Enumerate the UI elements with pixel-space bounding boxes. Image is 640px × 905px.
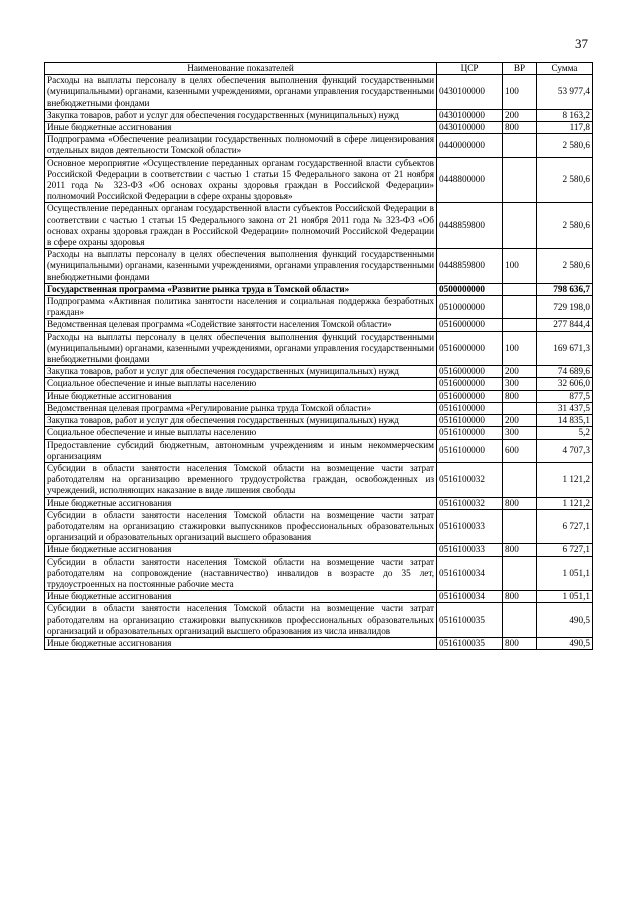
row-csr-cell: 0516000000 (437, 319, 503, 331)
row-csr-cell: 0440000000 (437, 134, 503, 157)
row-vr-cell: 800 (503, 390, 537, 402)
row-name-cell: Иные бюджетные ассигнования (45, 591, 437, 603)
row-csr-cell: 0516100032 (437, 462, 503, 497)
row-sum-cell: 2 580,6 (537, 203, 593, 249)
row-name-cell: Социальное обеспечение и иные выплаты населению (45, 378, 437, 390)
row-name-cell: Социальное обеспечение и иные выплаты населению (45, 427, 437, 439)
row-sum-cell: 490,5 (537, 603, 593, 638)
row-name-cell: Предоставление субсидий бюджетным, автономным учреждениям и иным некоммерческим организациям (45, 439, 437, 462)
row-sum-cell: 6 727,1 (537, 544, 593, 556)
row-vr-cell (503, 134, 537, 157)
row-name-cell: Иные бюджетные ассигнования (45, 390, 437, 402)
row-sum-cell: 1 051,1 (537, 556, 593, 591)
row-name-cell: Расходы на выплаты персоналу в целях обеспечения выполнения функций государственными (муниципальными) органами, казенными учреждениями, органами управления государственными внебюджетными фондами (45, 75, 437, 110)
row-name-cell: Закупка товаров, работ и услуг для обеспечения государственных (муниципальных) нужд (45, 366, 437, 378)
row-name-cell: Государственная программа «Развитие рынка труда в Томской области» (45, 283, 437, 295)
row-vr-cell (503, 283, 537, 295)
row-name-cell: Ведомственная целевая программа «Содействие занятости населения Томской области» (45, 319, 437, 331)
row-vr-cell (503, 509, 537, 544)
row-vr-cell: 100 (503, 331, 537, 366)
table-row (45, 462, 593, 497)
table-row (45, 157, 593, 203)
header-name: Наименование показателей (45, 63, 437, 75)
table-row (45, 637, 593, 649)
row-vr-cell: 200 (503, 109, 537, 121)
row-sum-cell: 117,8 (537, 122, 593, 134)
table-row (45, 390, 593, 402)
header-sum: Сумма (537, 63, 593, 75)
row-vr-cell: 800 (503, 122, 537, 134)
table-row (45, 509, 593, 544)
row-sum-cell: 53 977,4 (537, 75, 593, 110)
header-csr: ЦСР (437, 63, 503, 75)
table-row (45, 283, 593, 295)
table-row (45, 319, 593, 331)
row-vr-cell (503, 203, 537, 249)
row-csr-cell: 0516000000 (437, 331, 503, 366)
row-name-cell: Расходы на выплаты персоналу в целях обеспечения выполнения функций государственными (муниципальными) органами, казенными учреждениями, органами управления государственными внебюджетными фондами (45, 249, 437, 284)
row-name-cell: Иные бюджетные ассигнования (45, 497, 437, 509)
row-sum-cell: 4 707,3 (537, 439, 593, 462)
table-row (45, 427, 593, 439)
row-vr-cell (503, 603, 537, 638)
row-sum-cell: 490,5 (537, 637, 593, 649)
row-sum-cell: 32 606,0 (537, 378, 593, 390)
table-row (45, 415, 593, 427)
row-csr-cell: 0516100035 (437, 637, 503, 649)
row-csr-cell: 0516100033 (437, 544, 503, 556)
row-csr-cell: 0448859800 (437, 249, 503, 284)
table-row (45, 544, 593, 556)
table-row (45, 203, 593, 249)
row-csr-cell: 0516100034 (437, 591, 503, 603)
table-row (45, 249, 593, 284)
table-row (45, 439, 593, 462)
row-name-cell: Иные бюджетные ассигнования (45, 122, 437, 134)
row-name-cell: Субсидии в области занятости населения Томской области на возмещение части затрат работодателям на организацию стажировки выпускников профессиональных образовательных организаций и образовательных организаций высшего образования (45, 509, 437, 544)
row-name-cell: Субсидии в области занятости населения Томской области на возмещение части затрат работодателям на сопровождение (наставничество) инвалидов в возрасте до 35 лет, трудоустроенных на постоянные рабочие места (45, 556, 437, 591)
table-row (45, 378, 593, 390)
row-sum-cell: 1 051,1 (537, 591, 593, 603)
row-sum-cell: 5,2 (537, 427, 593, 439)
budget-table (44, 62, 593, 650)
row-csr-cell: 0430100000 (437, 75, 503, 110)
row-csr-cell: 0448800000 (437, 157, 503, 203)
row-name-cell: Ведомственная целевая программа «Регулирование рынка труда Томской области» (45, 402, 437, 414)
row-vr-cell: 300 (503, 378, 537, 390)
header-vr: ВР (503, 63, 537, 75)
table-row (45, 402, 593, 414)
table-row (45, 75, 593, 110)
row-vr-cell (503, 319, 537, 331)
row-vr-cell: 200 (503, 366, 537, 378)
row-name-cell: Подпрограмма «Обеспечение реализации государственных полномочий в сфере лицензирования отдельных видов деятельности Томской области» (45, 134, 437, 157)
row-vr-cell (503, 157, 537, 203)
row-sum-cell: 729 198,0 (537, 296, 593, 319)
table-row (45, 134, 593, 157)
row-sum-cell: 277 844,4 (537, 319, 593, 331)
table-row (45, 603, 593, 638)
row-sum-cell: 877,5 (537, 390, 593, 402)
table-row (45, 109, 593, 121)
table-row (45, 122, 593, 134)
row-sum-cell: 31 437,5 (537, 402, 593, 414)
table-row (45, 296, 593, 319)
table-row (45, 556, 593, 591)
row-sum-cell: 8 163,2 (537, 109, 593, 121)
row-name-cell: Расходы на выплаты персоналу в целях обеспечения выполнения функций государственными (муниципальными) органами, казенными учреждениями, органами управления государственными внебюджетными фондами (45, 331, 437, 366)
row-name-cell: Осуществление переданных органам государственной власти субъектов Российской Федерации в соответствии с частью 1 статьи 15 Федерального закона от 21 ноября 2011 года № 323-ФЗ «Об основах охраны здоровья граждан в Российской Федерации» полномочий Российской Федерации в сфере охраны здоровья (45, 203, 437, 249)
table-header-row (45, 63, 593, 75)
row-sum-cell: 2 580,6 (537, 157, 593, 203)
row-csr-cell: 0430100000 (437, 109, 503, 121)
row-vr-cell (503, 402, 537, 414)
row-vr-cell: 100 (503, 75, 537, 110)
row-sum-cell: 6 727,1 (537, 509, 593, 544)
row-vr-cell: 200 (503, 415, 537, 427)
row-sum-cell: 1 121,2 (537, 462, 593, 497)
row-name-cell: Иные бюджетные ассигнования (45, 637, 437, 649)
row-vr-cell: 100 (503, 249, 537, 284)
row-csr-cell: 0516100034 (437, 556, 503, 591)
row-csr-cell: 0516100000 (437, 402, 503, 414)
row-name-cell: Субсидии в области занятости населения Томской области на возмещение части затрат работодателям на организацию временного трудоустройства граждан, освобожденных из учреждений, исполняющих наказание в виде лишения свободы (45, 462, 437, 497)
row-csr-cell: 0516100000 (437, 415, 503, 427)
row-csr-cell: 0510000000 (437, 296, 503, 319)
row-csr-cell: 0516100000 (437, 439, 503, 462)
page-number: 37 (575, 36, 588, 51)
row-name-cell: Основное мероприятие «Осуществление переданных органам государственной власти субъектов Российской Федерации в соответствии с частью 1 статьи 15 Федерального закона от 21 ноября 2011 года № 323-ФЗ «Об основах охраны здоровья граждан в Российской Федерации» полномочий Российской Федерации в сфере охраны здоровья» (45, 157, 437, 203)
row-sum-cell: 74 689,6 (537, 366, 593, 378)
row-csr-cell: 0516000000 (437, 366, 503, 378)
table-row (45, 591, 593, 603)
row-csr-cell: 0516100000 (437, 427, 503, 439)
row-vr-cell: 600 (503, 439, 537, 462)
table-row (45, 497, 593, 509)
row-vr-cell (503, 556, 537, 591)
row-vr-cell: 800 (503, 591, 537, 603)
row-sum-cell: 1 121,2 (537, 497, 593, 509)
table-row (45, 331, 593, 366)
row-sum-cell: 798 636,7 (537, 283, 593, 295)
row-csr-cell: 0516100032 (437, 497, 503, 509)
row-vr-cell: 800 (503, 497, 537, 509)
row-vr-cell: 800 (503, 544, 537, 556)
row-name-cell: Субсидии в области занятости населения Томской области на возмещение части затрат работодателям на организацию стажировки выпускников профессиональных образовательных организаций и образовательных организаций высшего образования из числа инвалидов (45, 603, 437, 638)
row-csr-cell: 0500000000 (437, 283, 503, 295)
row-csr-cell: 0516000000 (437, 390, 503, 402)
row-csr-cell: 0516100033 (437, 509, 503, 544)
row-sum-cell: 14 835,1 (537, 415, 593, 427)
row-vr-cell: 800 (503, 637, 537, 649)
row-sum-cell: 169 671,3 (537, 331, 593, 366)
row-name-cell: Закупка товаров, работ и услуг для обеспечения государственных (муниципальных) нужд (45, 109, 437, 121)
row-csr-cell: 0448859800 (437, 203, 503, 249)
row-csr-cell: 0430100000 (437, 122, 503, 134)
row-name-cell: Подпрограмма «Активная политика занятости населения и социальная поддержка безработных граждан» (45, 296, 437, 319)
table-row (45, 366, 593, 378)
row-sum-cell: 2 580,6 (537, 249, 593, 284)
row-vr-cell (503, 462, 537, 497)
row-name-cell: Иные бюджетные ассигнования (45, 544, 437, 556)
row-sum-cell: 2 580,6 (537, 134, 593, 157)
row-vr-cell (503, 296, 537, 319)
row-vr-cell: 300 (503, 427, 537, 439)
row-csr-cell: 0516000000 (437, 378, 503, 390)
row-name-cell: Закупка товаров, работ и услуг для обеспечения государственных (муниципальных) нужд (45, 415, 437, 427)
row-csr-cell: 0516100035 (437, 603, 503, 638)
